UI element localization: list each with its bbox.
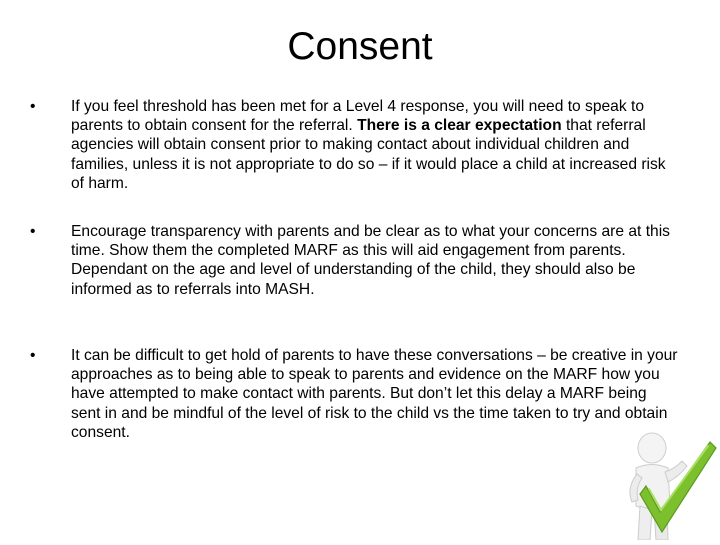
bullet-bold-text: There is a clear expectation xyxy=(357,117,562,135)
slide-title: Consent xyxy=(287,25,433,68)
bullet-marker: • xyxy=(30,347,36,364)
bullet-marker: • xyxy=(30,223,36,240)
bullet-text-part: that referral agencies will obtain consent prior to making contact about individual children and families, unless it is not appropriate to do so – if it would place a child at increased risk of harm. xyxy=(71,117,666,192)
bullet-item xyxy=(30,346,680,442)
bullet-text: It can be difficult to get hold of parents to have these conversations – be creative in your approaches as to being able to speak to parents and evidence on the MARF how you have attempted to make contact with parents. But don’t let this delay a MARF being sent in and be mindful of the level of risk to the child vs the time taken to try and obtain consent. xyxy=(71,347,678,441)
bullet-marker: • xyxy=(30,98,36,115)
bullet-item xyxy=(30,222,680,299)
bullet-text xyxy=(71,97,680,193)
bullet-item xyxy=(30,97,680,193)
bullet-text-part: If you feel threshold has been met for a Level 4 response, you will need to speak to parents to obtain consent for the referral. xyxy=(71,98,644,135)
person-with-checkmark-icon xyxy=(618,428,718,540)
bullet-text: Encourage transparency with parents and be clear as to what your concerns are at this time. Show them the completed MARF as this will aid engagement from parents. Dependant on the age and level of understanding of the child, they should also be informed as to referrals into MASH. xyxy=(71,223,670,298)
